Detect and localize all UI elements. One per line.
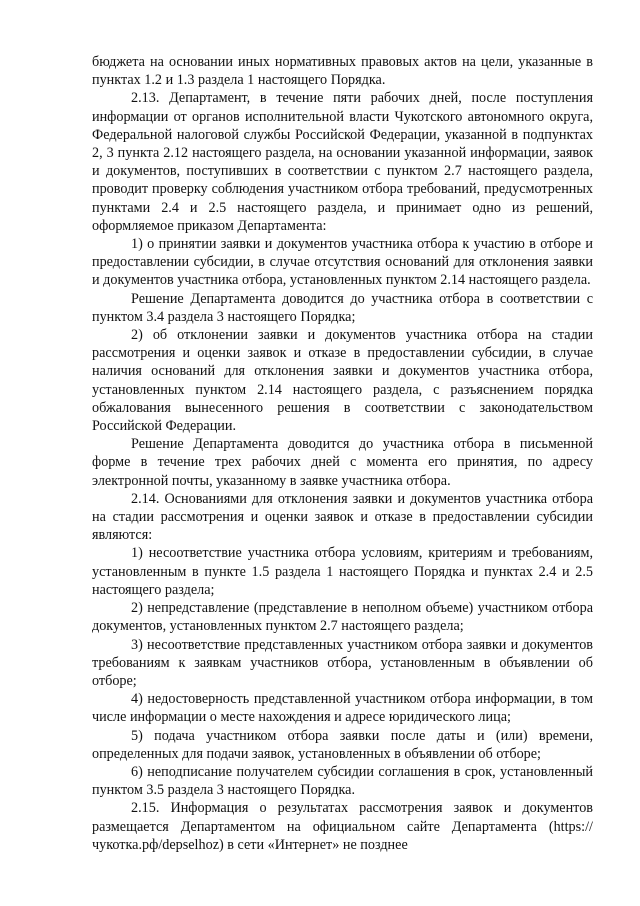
paragraph-budget-basis: бюджета на основании иных нормативных правовых актов на цели, указанные в пунктах 1.2 и 1.3 раздела 1 настоящего Порядка.: [92, 54, 593, 89]
paragraph-decision-accept: 1) о принятии заявки и документов участника отбора к участию в отборе и предоставлении субсидии, в случае отсутствия оснований для отклонения заявки и документов участника отбора, установленных пунктом 2.14 настоящего раздела.: [92, 236, 593, 289]
paragraph-2-13: 2.13. Департамент, в течение пяти рабочих дней, после поступления информации от органов исполнительной власти Чукотского автономного округа, Федеральной налоговой службы Российской Федерации, указанной в подпунктах 2, 3 пункта 2.12 настоящего раздела, на основании указанной информации, заявок и документов, поступивших в соответствии с пунктом 2.7 настоящего раздела, проводит проверку соблюдения участником отбора требований, предусмотренных пунктами 2.4 и 2.5 настоящего раздела, и принимает одно из решений, оформляемое приказом Департамента:: [92, 90, 593, 234]
paragraph-decision-accept-notice: Решение Департамента доводится до участника отбора в соответствии с пунктом 3.4 раздела 3 настоящего Порядка;: [92, 290, 593, 325]
paragraph-ground-2: 2) непредставление (представление в неполном объеме) участником отбора документов, установленных пунктом 2.7 настоящего раздела;: [92, 600, 593, 635]
paragraph-ground-5: 5) подача участником отбора заявки после даты и (или) времени, определенных для подачи заявок, установленных в объявлении об отборе;: [92, 727, 593, 762]
paragraph-2-15: 2.15. Информация о результатах рассмотрения заявок и документов размещается Департаментом на официальном сайте Департамента (https://чукотка.рф/depselhoz) в сети «Интернет» не позднее: [92, 800, 593, 853]
paragraph-ground-3: 3) несоответствие представленных участником отбора заявки и документов требованиям к заявкам участников отбора, установленным в объявлении об отборе;: [92, 636, 593, 689]
paragraph-decision-reject-notice: Решение Департамента доводится до участника отбора в письменной форме в течение трех рабочих дней с момента его принятия, по адресу электронной почты, указанному в заявке участника отбора.: [92, 436, 593, 489]
document-page: [92, 53, 593, 854]
paragraph-ground-1: 1) несоответствие участника отбора условиям, критериям и требованиям, установленным в пункте 1.5 раздела 1 настоящего Порядка и пунктах 2.4 и 2.5 настоящего раздела;: [92, 545, 593, 598]
paragraph-decision-reject: 2) об отклонении заявки и документов участника отбора на стадии рассмотрения и оценки заявок и отказе в предоставлении субсидии, в случае наличия оснований для отклонения заявки и документов участника отбора, установленных пунктом 2.14 настоящего раздела, с разъяснением порядка обжалования вынесенного решения в соответствии с законодательством Российской Федерации.: [92, 327, 593, 435]
paragraph-2-14: 2.14. Основаниями для отклонения заявки и документов участника отбора на стадии рассмотрения и оценки заявок и отказе в предоставлении субсидии являются:: [92, 490, 593, 544]
paragraph-ground-4: 4) недостоверность представленной участником отбора информации, в том числе информации о месте нахождения и адресе юридического лица;: [92, 691, 593, 726]
paragraph-ground-6: 6) неподписание получателем субсидии соглашения в срок, установленный пунктом 3.5 раздела 3 настоящего Порядка.: [92, 763, 593, 799]
